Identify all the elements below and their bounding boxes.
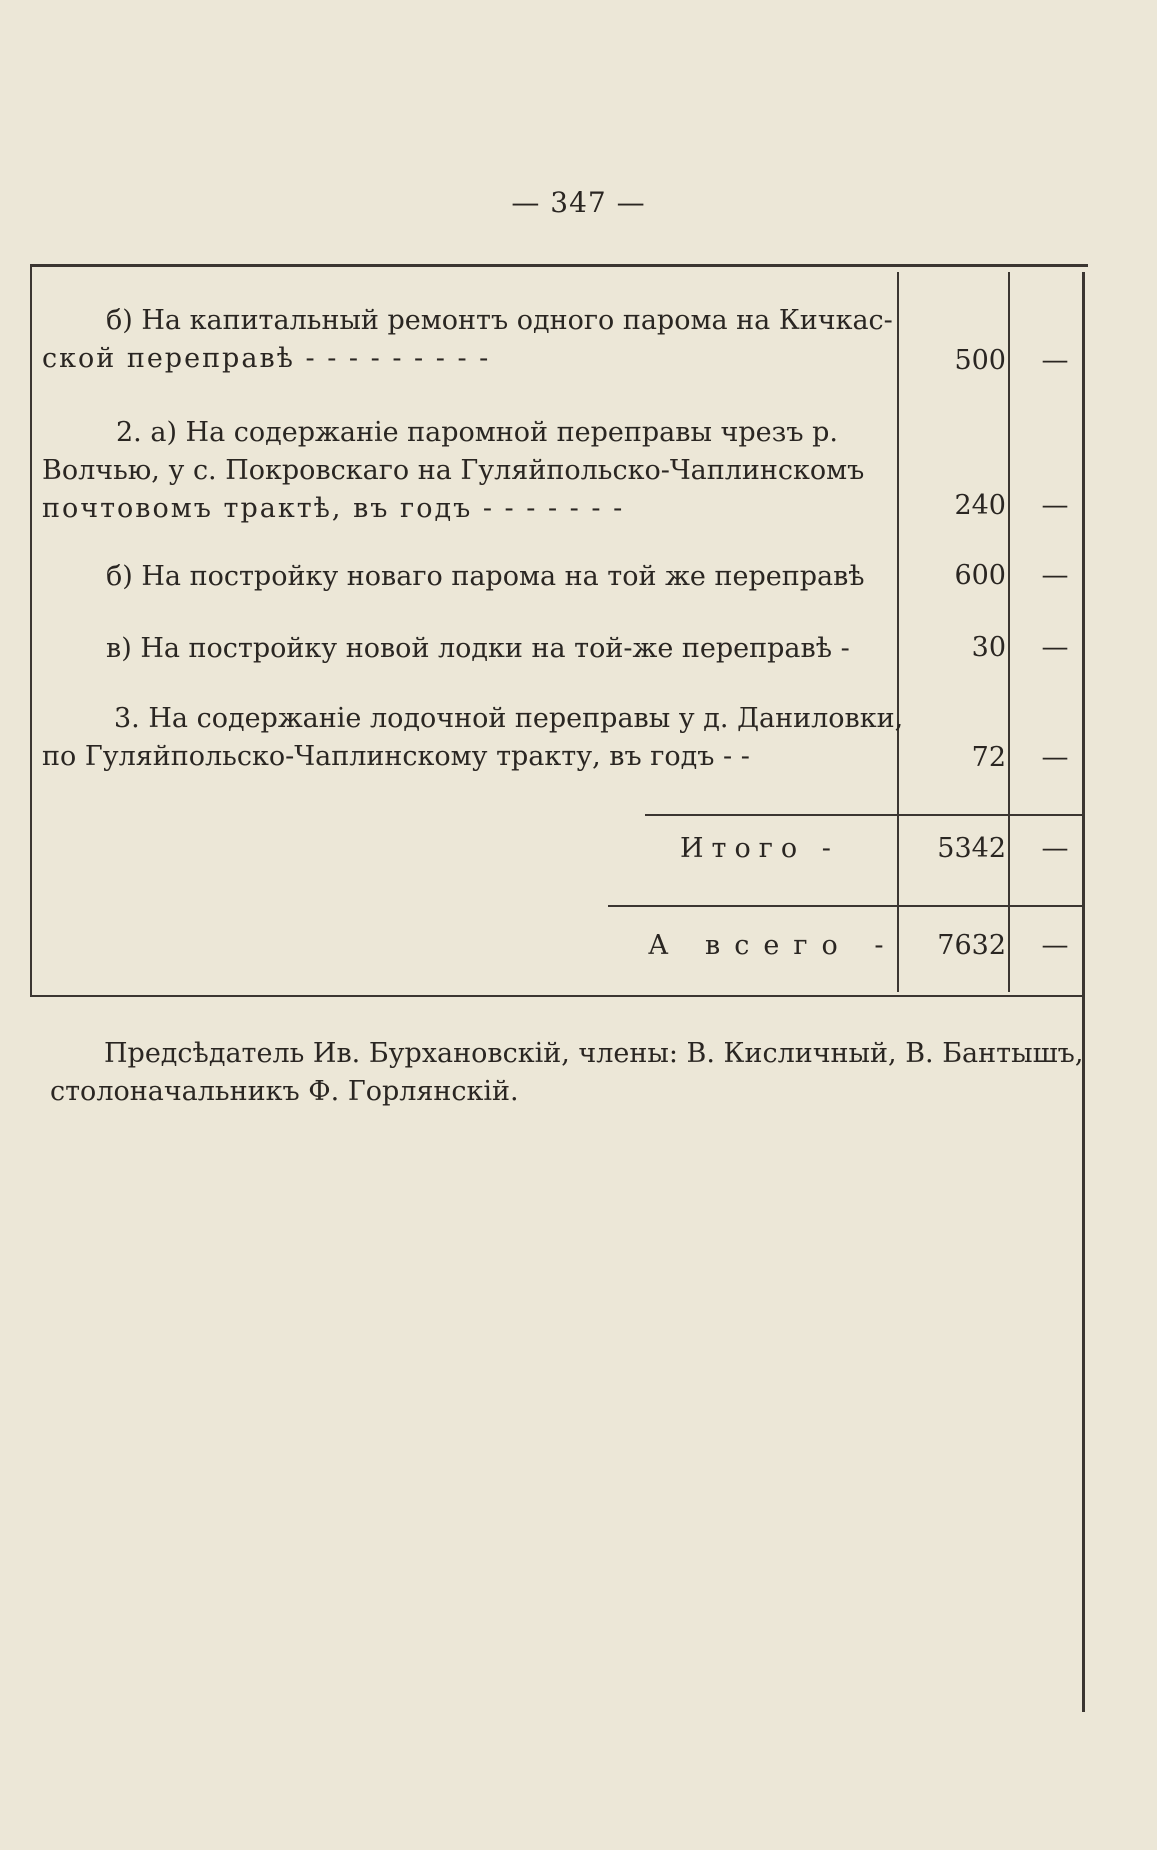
- amount-cell: 72: [971, 742, 1006, 773]
- signature-line: Предсѣдатель Ив. Бурхановскій, члены: В. Кисличный, В. Бантышъ,: [104, 1038, 1084, 1069]
- table-row: [42, 558, 892, 596]
- amount-cell: 240: [954, 490, 1006, 521]
- page-number: — 347 —: [511, 186, 646, 219]
- row-text-line: в) На постройку новой лодки на той-же переправѣ -: [106, 633, 850, 664]
- total-kopecks: —: [1041, 833, 1069, 864]
- amount-cell: 500: [954, 345, 1006, 376]
- row-text-line: б) На капитальный ремонтъ одного парома на Кичкас-: [106, 305, 893, 336]
- kopeck-cell: —: [1041, 345, 1069, 376]
- table-left-rule: [30, 266, 32, 996]
- kopeck-cell: —: [1041, 490, 1069, 521]
- amount-column-rule: [897, 272, 899, 992]
- total-amount: 5342: [937, 833, 1006, 864]
- kopeck-column-rule: [1008, 272, 1010, 992]
- table-row: [42, 302, 892, 378]
- amount-cell: 600: [954, 560, 1006, 591]
- row-text-line: 2. а) На содержаніе паромной переправы чрезъ р.: [116, 417, 838, 448]
- grand-total-rule: [608, 905, 1082, 907]
- table-row: [42, 630, 892, 668]
- table-row: [42, 414, 892, 528]
- row-text-line: 3. На содержаніе лодочной переправы у д. Даниловки,: [114, 703, 904, 734]
- amount-cell: 30: [971, 632, 1006, 663]
- row-text-line: по Гуляйпольско-Чаплинскому тракту, въ годъ - -: [42, 741, 750, 772]
- signature-line: столоначальникъ Ф. Горлянскій.: [50, 1076, 519, 1107]
- kopeck-cell: —: [1041, 560, 1069, 591]
- kopeck-cell: —: [1041, 742, 1069, 773]
- grand-total-label: А всего -: [648, 930, 898, 961]
- table-top-rule: [30, 264, 1088, 267]
- table-row: [42, 700, 904, 776]
- row-text-line: почтовомъ трактѣ, въ годъ - - - - - - -: [42, 493, 625, 524]
- subtotal-rule: [645, 814, 1082, 816]
- signature-block: [50, 1035, 1084, 1111]
- row-text-line: б) На постройку новаго парома на той же переправѣ: [106, 561, 865, 592]
- grand-total-kopecks: —: [1041, 930, 1069, 961]
- grand-total-amount: 7632: [937, 930, 1006, 961]
- kopeck-cell: —: [1041, 632, 1069, 663]
- row-text-line: ской переправѣ - - - - - - - - -: [42, 343, 491, 374]
- row-text-line: Волчью, у с. Покровскаго на Гуляйпольско-Чаплинскомъ: [42, 455, 865, 486]
- total-label: Итого -: [680, 833, 839, 864]
- table-right-rule: [1082, 272, 1085, 1712]
- table-bottom-rule: [30, 995, 1082, 997]
